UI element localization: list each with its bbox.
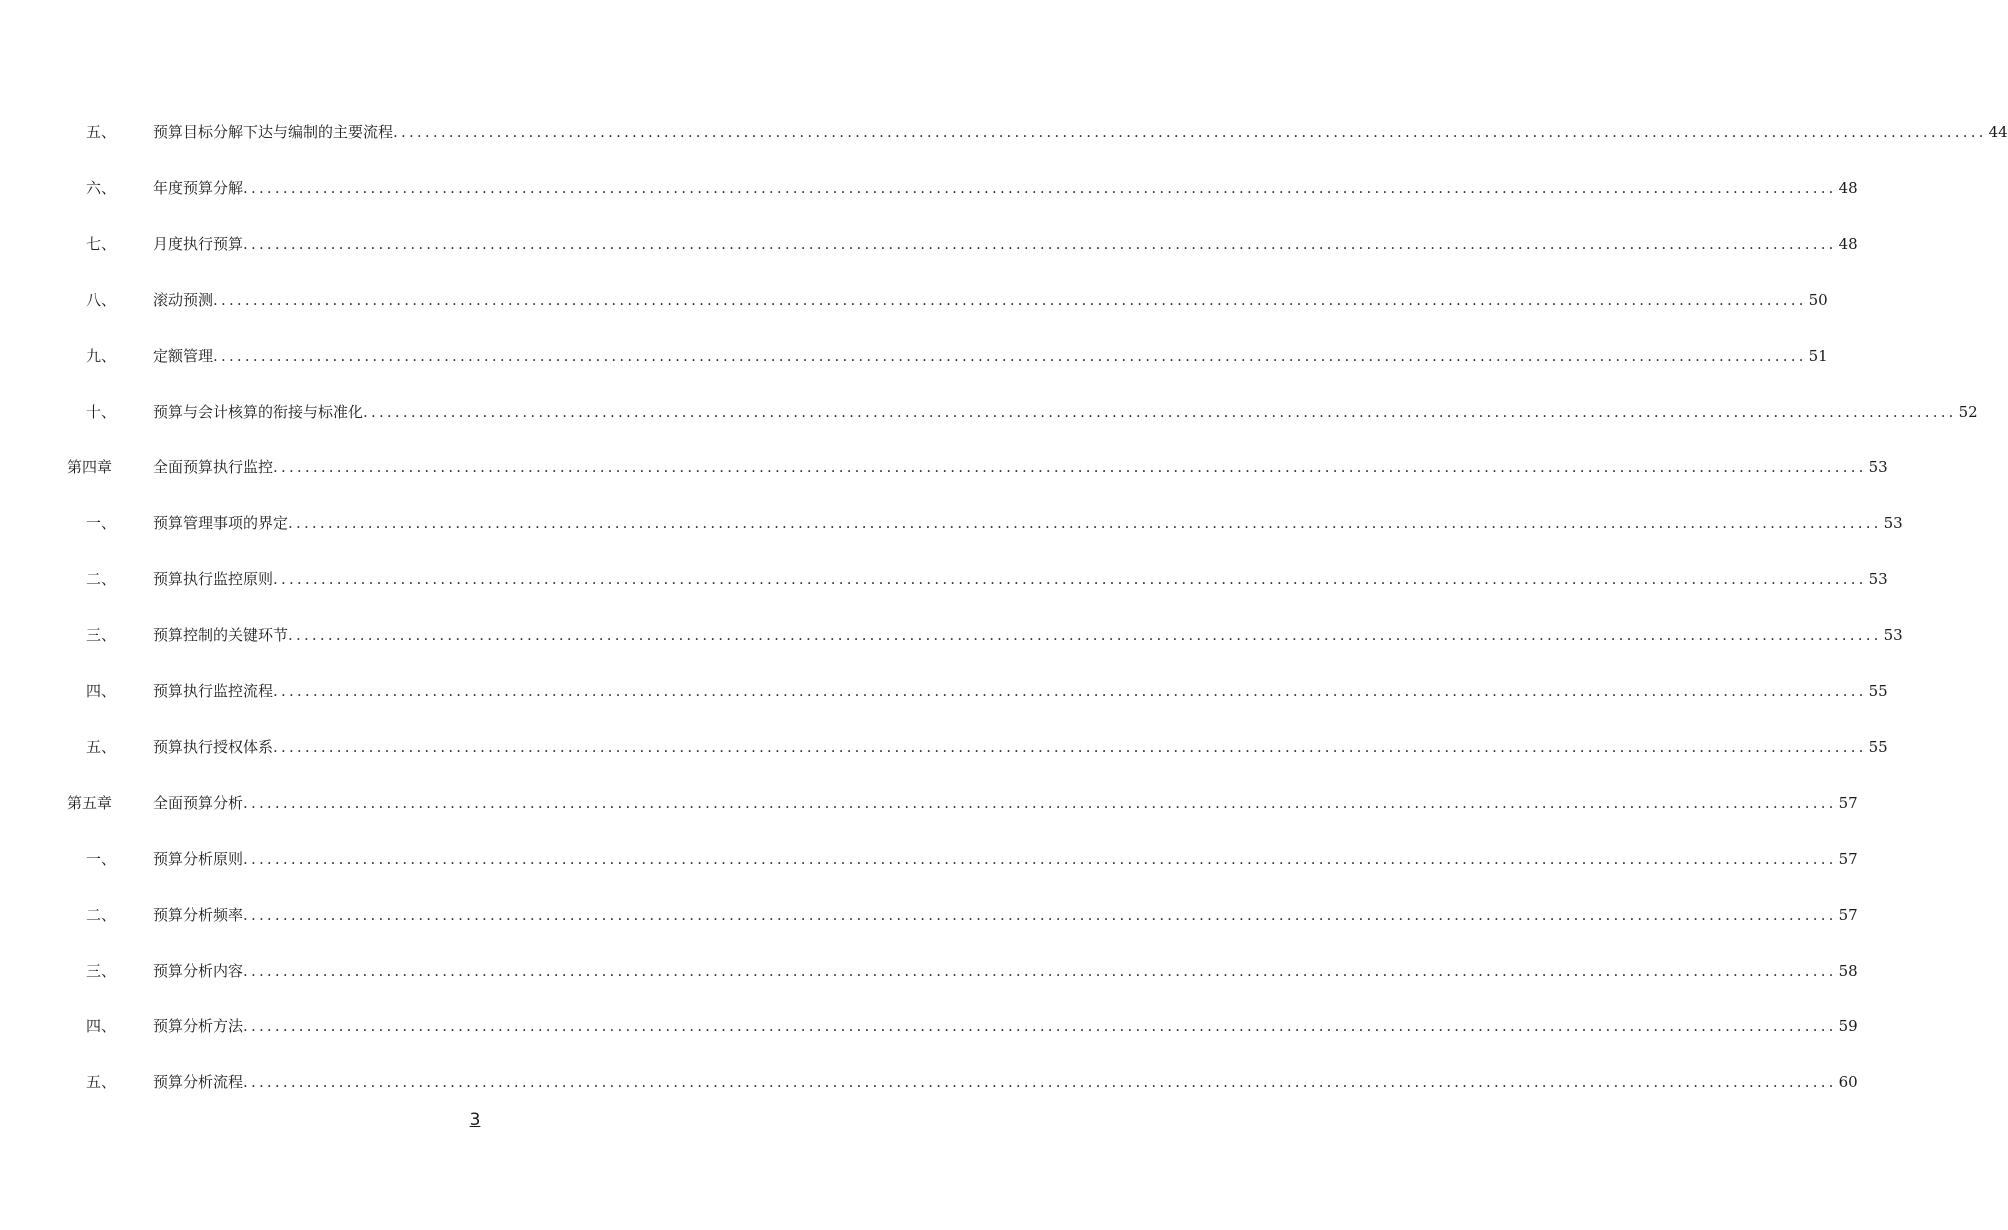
toc-entry-number: 三、 xyxy=(86,626,117,645)
toc-entry-title: 预算执行监控流程 xyxy=(153,682,274,700)
toc-dot-leader: ........................................................................................................................................................................................................ xyxy=(288,626,1882,645)
toc-dot-leader: ........................................................................................................................................................................................................ xyxy=(243,961,1837,980)
toc-entry[interactable] xyxy=(0,398,1978,426)
toc-entry-title: 预算分析流程 xyxy=(153,1073,244,1092)
toc-entry[interactable] xyxy=(0,230,1858,258)
toc-entry-page: 48 xyxy=(1838,234,1858,253)
toc-entry-title: 全面预算执行监控 xyxy=(153,458,274,477)
toc-entry-page: 53 xyxy=(1868,458,1888,477)
toc-entry[interactable] xyxy=(0,118,2008,146)
toc-entry-number: 四、 xyxy=(86,682,117,700)
toc-entry-title: 预算与会计核算的衔接与标准化 xyxy=(153,402,364,421)
toc-entry[interactable] xyxy=(0,286,1828,314)
toc-entry[interactable] xyxy=(0,789,1858,817)
toc-entry-number: 七、 xyxy=(86,234,117,253)
toc-entry-number: 一、 xyxy=(86,514,117,533)
toc-entry-page: 53 xyxy=(1883,514,1903,533)
toc-entry-number: 第五章 xyxy=(67,793,113,812)
toc-entry-number: 八、 xyxy=(86,290,117,309)
toc-dot-leader: ........................................................................................................................................................................................................ xyxy=(288,514,1882,533)
toc-dot-leader: ........................................................................................................................................................................................................ xyxy=(243,234,1837,253)
toc-entry-number: 十、 xyxy=(86,402,117,421)
toc-entry-title: 预算分析原则 xyxy=(153,849,244,868)
toc-entry[interactable] xyxy=(0,1068,1858,1096)
toc-entry[interactable] xyxy=(0,733,1888,761)
toc-entry-number: 四、 xyxy=(86,1017,117,1036)
toc-dot-leader: ........................................................................................................................................................................................................ xyxy=(213,346,1807,365)
toc-entry-page: 57 xyxy=(1838,793,1858,812)
toc-entry-title: 月度执行预算 xyxy=(153,234,244,253)
toc-entry-page: 55 xyxy=(1868,682,1888,700)
toc-entry[interactable] xyxy=(0,901,1858,929)
toc-entry-page: 59 xyxy=(1838,1017,1858,1036)
toc-entry-page: 53 xyxy=(1883,626,1903,645)
toc-entry-number: 五、 xyxy=(86,123,117,141)
toc-entry[interactable] xyxy=(0,509,1903,537)
toc-entry[interactable] xyxy=(0,677,1888,705)
toc-dot-leader: ........................................................................................................................................................................................................ xyxy=(273,737,1867,756)
toc-entry[interactable] xyxy=(0,621,1903,649)
toc-entry-page: 60 xyxy=(1838,1073,1858,1092)
toc-entry-title: 预算管理事项的界定 xyxy=(153,514,289,533)
toc-entry-title: 预算执行监控原则 xyxy=(153,570,274,589)
toc-entry[interactable] xyxy=(0,845,1858,873)
toc-dot-leader: ........................................................................................................................................................................................................ xyxy=(273,458,1867,477)
toc-entry-number: 二、 xyxy=(86,905,117,924)
toc-dot-leader: ........................................................................................................................................................................................................ xyxy=(213,290,1807,309)
page-number-value: 3 xyxy=(469,1110,481,1130)
toc-entry-title: 全面预算分析 xyxy=(153,793,244,812)
toc-entry-title: 预算目标分解下达与编制的主要流程 xyxy=(153,123,394,141)
toc-entry-number: 二、 xyxy=(86,570,117,589)
toc-dot-leader: ........................................................................................................................................................................................................ xyxy=(243,1073,1837,1092)
toc-entry-page: 44 xyxy=(1988,123,2008,141)
toc-dot-leader: ........................................................................................................................................................................................................ xyxy=(243,905,1837,924)
toc-entry-page: 58 xyxy=(1838,961,1858,980)
toc-dot-leader: ........................................................................................................................................................................................................ xyxy=(243,793,1837,812)
toc-entry-page: 57 xyxy=(1838,849,1858,868)
toc-entry-number: 九、 xyxy=(86,346,117,365)
toc-entry-number: 六、 xyxy=(86,178,117,197)
page-number xyxy=(0,1110,950,1130)
toc-dot-leader: ........................................................................................................................................................................................................ xyxy=(273,682,1867,700)
toc-dot-leader: ........................................................................................................................................................................................................ xyxy=(243,1017,1837,1036)
toc-entry-title: 年度预算分解 xyxy=(153,178,244,197)
toc-entry-page: 50 xyxy=(1808,290,1828,309)
toc-entry-page: 55 xyxy=(1868,737,1888,756)
toc-entry-number: 五、 xyxy=(86,1073,117,1092)
toc-entry-title: 预算执行授权体系 xyxy=(153,737,274,756)
toc-entry-title: 预算分析方法 xyxy=(153,1017,244,1036)
toc-entry-number: 三、 xyxy=(86,961,117,980)
toc-dot-leader: ........................................................................................................................................................................................................ xyxy=(363,402,1957,421)
toc-entry-page: 52 xyxy=(1958,402,1978,421)
toc-entry-title: 预算分析内容 xyxy=(153,961,244,980)
toc-entry-page: 51 xyxy=(1808,346,1828,365)
toc-dot-leader: ........................................................................................................................................................................................................ xyxy=(273,570,1867,589)
toc-entry[interactable] xyxy=(0,957,1858,985)
toc-entry[interactable] xyxy=(0,174,1858,202)
toc-entry-title: 定额管理 xyxy=(153,346,214,365)
toc-entry-title: 滚动预测 xyxy=(153,290,214,309)
toc-entry[interactable] xyxy=(0,565,1888,593)
toc-entry-page: 48 xyxy=(1838,178,1858,197)
toc-entry[interactable] xyxy=(0,342,1828,370)
toc-dot-leader: ........................................................................................................................................................................................................ xyxy=(243,178,1837,197)
toc-entry-number: 五、 xyxy=(86,737,117,756)
toc-entry-number: 第四章 xyxy=(67,458,113,477)
toc-entry-title: 预算分析频率 xyxy=(153,905,244,924)
toc-dot-leader: ........................................................................................................................................................................................................ xyxy=(393,123,1987,141)
toc-entry[interactable] xyxy=(0,1012,1858,1040)
toc-entry-number: 一、 xyxy=(86,849,117,868)
toc-entry-page: 57 xyxy=(1838,905,1858,924)
toc-entry-title: 预算控制的关键环节 xyxy=(153,626,289,645)
toc-entry-page: 53 xyxy=(1868,570,1888,589)
toc-dot-leader: ........................................................................................................................................................................................................ xyxy=(243,849,1837,868)
toc-entry[interactable] xyxy=(0,453,1888,481)
